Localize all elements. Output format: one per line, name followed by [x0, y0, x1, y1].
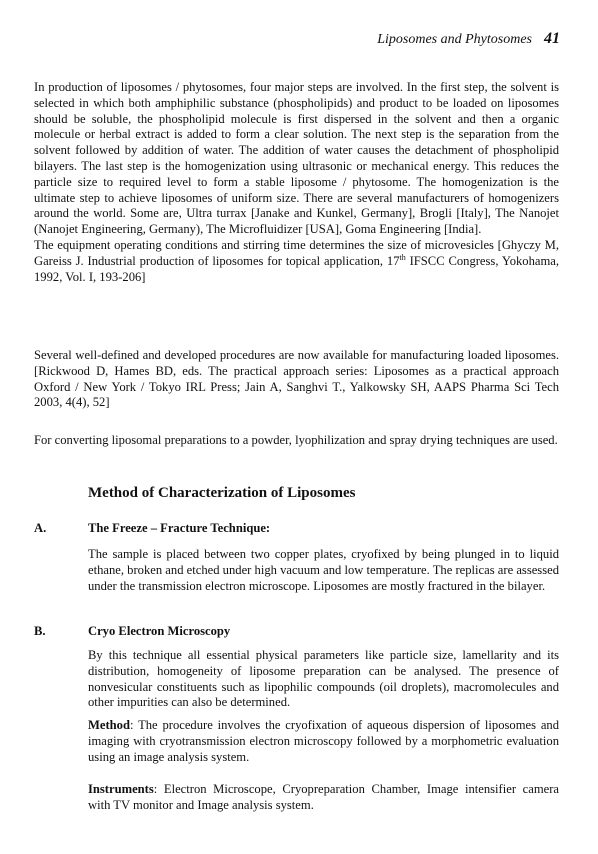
method-text: : The procedure involves the cryofixation of aqueous dispersion of liposomes and imaging with cryotransmission electron microscopy followed by a morphometric evaluation using an image analysis system. — [88, 718, 559, 764]
section-title: Method of Characterization of Liposomes — [88, 485, 356, 501]
instruments-paragraph — [88, 782, 559, 814]
paragraph-powder-conversion: For converting liposomal preparations to a powder, lyophilization and spray drying techniques are used. — [34, 433, 558, 447]
paragraph-procedures: Several well-defined and developed procedures are now available for manufacturing loaded liposomes. [Rickwood D, Hames BD, eds. The practical approach series: Liposomes as a practical approach Oxford / New York / Tokyo IRL Press; Jain A, Sanghvi T., Yalkowsky SH, AAPS Pharma Sci Tech 2003, 4(4), 52] — [34, 348, 559, 410]
paragraph-production-steps — [34, 80, 559, 285]
subsection-letter: B. — [34, 624, 46, 638]
subsection-letter: A. — [34, 521, 47, 535]
subsection-text: The sample is placed between two copper plates, cryofixed by being plunged in to liquid ethane, broken and etched under high vacuum and low temperature. The replicas are assessed under the transmission electron microscope. Liposomes are mostly fractured in the bilayer. — [88, 547, 559, 593]
running-header — [377, 30, 560, 48]
paragraph-text: The equipment operating conditions and stirring time determines the size of microvesicles [Ghyczy M, Gareiss J. Industrial production of liposomes for topical application, 17 — [34, 237, 559, 268]
instruments-text: : Electron Microscope, Cryopreparation Chamber, Image intensifier camera with TV monitor and Image analysis system. — [88, 782, 559, 812]
subsection-heading: The Freeze – Fracture Technique: — [88, 521, 271, 535]
method-label: Method — [88, 718, 130, 732]
superscript: th — [399, 252, 406, 262]
page-number: 41 — [544, 30, 560, 47]
running-title: Liposomes and Phytosomes — [377, 32, 532, 47]
method-paragraph — [88, 718, 559, 765]
subsection-text: By this technique all essential physical parameters like particle size, lamellarity and its distribution, homogeneity of liposome preparation can be analysed. The presence of nonvesicular constituents such as lipophilic compounds (oil droplets), macromolecules and other impurities can also be determined. — [88, 648, 559, 710]
paragraph-text: IFSCC Congress, Yokohama, 1992, Vol. I, 193-206] — [34, 253, 560, 284]
paragraph-text: In production of liposomes / phytosomes, four major steps are involved. In the first step, the solvent is selected in which both amphiphilic substance (phospholipids) and product to be loaded on liposomes should be soluble, the phospholipid molecule is first dispersed in the solvent and then a organic molecule or herbal extract is added to form a clear solution. The next step is the separation from the solvent followed by addition of water. The addition of water causes the detachment of phospholipid bilayers. The last step is the homogenization using ultrasonic or mechanical energy. This reduces the particle size to required level to form a stable liposome / phytosome. The homogenization is the ultimate step to achieve liposomes of uniform size. There are several manufacturers of homogenizers around the world. Some are, Ultra turrax [Janake and Kunkel, Germany], Brogli [Italy], The Nanojet (Nanojet Engineering, Germany), The Microfluidizer [USA], Goma Engineering [India]. — [34, 80, 559, 237]
subsection-heading: Cryo Electron Microscopy — [88, 624, 231, 638]
instruments-label: Instruments — [88, 782, 154, 796]
